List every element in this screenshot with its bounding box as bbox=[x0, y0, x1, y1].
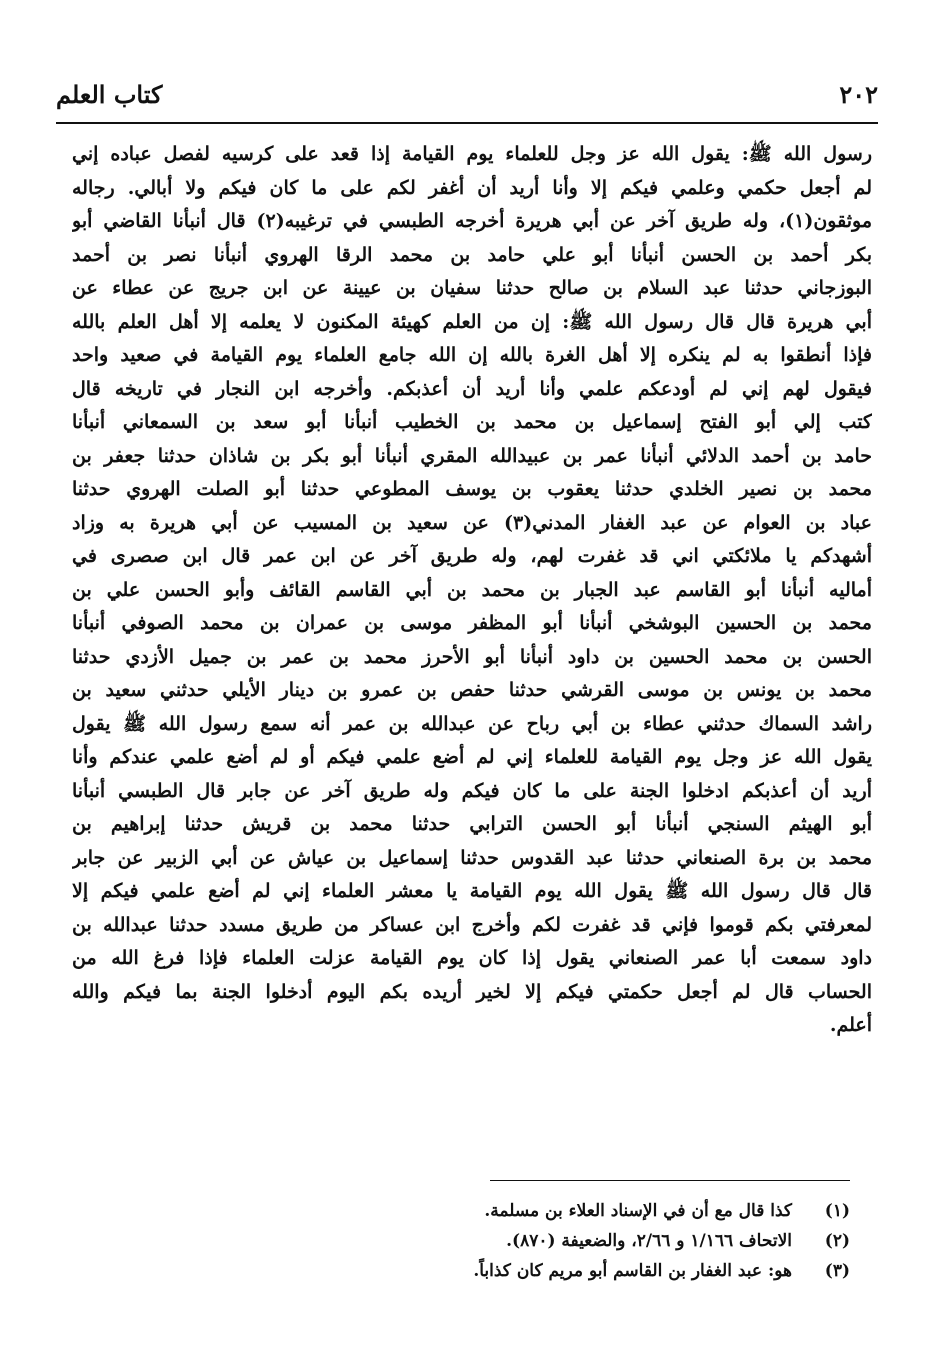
body-line: فيقول لهم إني لم أودعكم علمي وأنا أريد أن أعذبكم. وأخرجه ابن النجار في تاريخه قال bbox=[72, 377, 872, 400]
body-line: لمعرفتي بكم قوموا فإني قد غفرت لكم وأخرج ابن عساكر من طريق مسدد حدثنا عبدالله بن bbox=[72, 913, 872, 936]
body-line: محمد بن يونس بن موسى القرشي حدثنا حفص بن عمرو بن دينار الأيلي حدثني سعيد بن bbox=[72, 679, 872, 701]
footnotes-block bbox=[100, 1196, 850, 1286]
footnote-text: الاتحاف ١/١٦٦ و ٢/٦٦، والضعيفة (٨٧٠). bbox=[506, 1231, 792, 1251]
body-line: الحساب قال لم أجعل حكمتي فيكم إلا لخير أريده بكم اليوم أدخلوا الجنة بما فيكم والله bbox=[72, 980, 872, 1003]
body-line: أعلم. bbox=[829, 1014, 872, 1036]
footnote-marker: (١) bbox=[824, 1201, 850, 1221]
footnote bbox=[100, 1226, 850, 1256]
body-line: أبو الهيثم السنجي أنبأنا أبو الحسن الترابي حدثنا محمد بن قريش حدثنا إبراهيم بن bbox=[72, 813, 872, 835]
body-line: موثقون(١)، وله طريق آخر عن أبي هريرة أخرجه الطبسي في ترغيبه(٢) قال أنبأنا القاضي أبو bbox=[72, 210, 872, 232]
body-line: أشهدكم يا ملائكتي اني قد غفرت لهم، وله طريق آخر عن ابن عمر قال ابن صصرى في bbox=[72, 545, 872, 567]
footnote-text: هو: عبد الغفار بن القاسم أبو مريم كان كذاباً. bbox=[473, 1261, 792, 1281]
body-line: كتب إلي أبو الفتح إسماعيل بن محمد بن الخطيب أنبأنا أبو سعد بن السمعاني أنبأنا bbox=[72, 411, 872, 433]
body-line: أبي هريرة قال قال رسول الله ﷺ: إن من العلم كهيئة المكنون لا يعلمه إلا أهل العلم بالله bbox=[72, 310, 872, 333]
footnote-divider bbox=[490, 1180, 850, 1181]
main-text-block bbox=[72, 138, 872, 1138]
body-line: الحسن بن محمد الحسين بن داود أنبأنا أبو الأحرز محمد بن عمر بن جميل الأزدي حدثنا bbox=[72, 645, 872, 668]
running-title: كتاب العلم bbox=[56, 80, 163, 109]
footnote-text: كذا قال مع أن في الإسناد العلاء بن مسلمة. bbox=[484, 1201, 792, 1221]
footnote-marker: (٢) bbox=[824, 1231, 850, 1251]
body-line: داود سمعت أبا عمر الصنعاني يقول إذا كان يوم القيامة عزلت العلماء فإذا فرغ الله من bbox=[72, 947, 872, 969]
body-line: يقول الله عز وجل يوم القيامة للعلماء إني لم أضع علمي فيكم أو لم أضع علمي عندكم وأنا bbox=[72, 746, 872, 768]
body-line: فإذا أنطقوا به لم ينكره إلا أهل الغرة بالله إن الله جامع العلماء يوم القيامة في صعيد واحد bbox=[72, 344, 872, 366]
body-line: قال قال رسول الله ﷺ يقول الله يوم القيامة يا معشر العلماء إني لم أضع علمي فيكم إلا bbox=[72, 880, 872, 902]
body-line: عباد بن العوام عن عبد الغفار المدني(٣) عن سعيد بن المسيب عن أبي هريرة به وزاد bbox=[72, 511, 872, 534]
body-line: محمد بن نصير الخلدي حدثنا يعقوب بن يوسف المطوعي حدثنا أبو الصلت الهروي حدثنا bbox=[72, 478, 872, 500]
body-line: حامد بن أحمد الدلائي أنبأنا عمر بن عبيدالله المقري أنبأنا أبو بكر بن شاذان حدثنا جعفر بن bbox=[72, 444, 872, 467]
body-line: أريد أن أعذبكم ادخلوا الجنة على ما كان فيكم وله طريق آخر عن جابر قال الطبسي أنبأنا bbox=[72, 779, 872, 802]
page-number: ٢٠٢ bbox=[839, 80, 878, 109]
body-line: بكر أحمد بن الحسن أنبأنا أبو علي حامد بن محمد الرقا الهروي أنبأنا نصر بن أحمد bbox=[72, 243, 872, 266]
body-line: راشد السماك حدثني عطاء بن أبي رباح عن عبدالله بن عمر أنه سمع رسول الله ﷺ يقول bbox=[72, 712, 872, 735]
body-line: أماليه أنبأنا أبو القاسم عبد الجبار بن محمد بن أبي القاسم القائف وأبو الحسن علي بن bbox=[72, 578, 872, 601]
footnote-marker: (٣) bbox=[824, 1261, 850, 1281]
body-line: محمد بن برة الصنعاني حدثنا عبد القدوس حدثنا إسماعيل بن عياش عن أبي الزبير عن جابر bbox=[72, 846, 872, 869]
body-line: لم أجعل حكمي وعلمي فيكم إلا وأنا أريد أن أغفر لكم على ما كان فيكم ولا أبالي. رجاله bbox=[72, 176, 872, 199]
footnote bbox=[100, 1256, 850, 1286]
page-header bbox=[56, 76, 878, 120]
body-line: محمد بن الحسين البوشخي أنبأنا أبو المظفر موسى بن عمران بن محمد الصوفي أنبأنا bbox=[72, 612, 872, 634]
body-line: البوزجاني حدثنا عبد السلام بن صالح حدثنا سفيان بن عيينة عن ابن جريج عن عطاء عن bbox=[72, 277, 872, 299]
body-line: رسول الله ﷺ: يقول الله عز وجل للعلماء يوم القيامة إذا قعد على كرسيه لفصل عباده إني bbox=[72, 143, 872, 165]
header-divider bbox=[56, 122, 878, 124]
footnote bbox=[100, 1196, 850, 1226]
